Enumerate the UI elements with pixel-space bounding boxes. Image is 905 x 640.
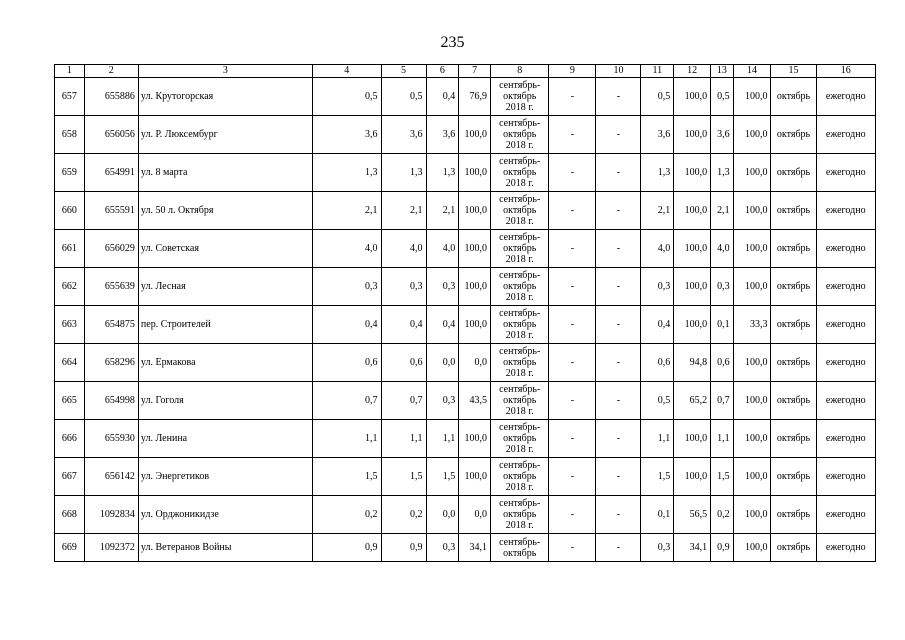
value-col-13-cell: 1,3 xyxy=(711,154,734,192)
column-number-8: 8 xyxy=(491,65,549,78)
dash-col-9-cell: - xyxy=(549,344,596,382)
table-row xyxy=(55,458,876,496)
value-col-11-cell: 2,1 xyxy=(641,192,674,230)
object-id-cell: 655886 xyxy=(84,78,138,116)
percent-col-12-cell: 65,2 xyxy=(674,382,711,420)
period-line: октябрь xyxy=(503,509,537,520)
frequency-cell: ежегодно xyxy=(816,382,876,420)
period-line: 2018 г. xyxy=(505,102,534,113)
dash-col-10-cell: - xyxy=(596,154,641,192)
period-line: 2018 г. xyxy=(505,216,534,227)
street-name-cell: ул. Энергетиков xyxy=(138,458,312,496)
value-col-4-cell: 0,9 xyxy=(312,534,381,562)
period-line: 2018 г. xyxy=(505,406,534,417)
value-col-5-cell: 0,2 xyxy=(381,496,426,534)
percent-col-12-cell: 34,1 xyxy=(674,534,711,562)
percent-col-14-cell: 100,0 xyxy=(733,344,771,382)
period-line: октябрь xyxy=(503,205,537,216)
percent-col-7-cell: 76,9 xyxy=(459,78,491,116)
value-col-6-cell: 1,5 xyxy=(426,458,459,496)
street-name-cell: ул. Орджоникидзе xyxy=(138,496,312,534)
dash-col-10-cell: - xyxy=(596,268,641,306)
dash-col-9-cell: - xyxy=(549,78,596,116)
period-line: сентябрь- xyxy=(499,156,541,167)
value-col-5-cell: 0,9 xyxy=(381,534,426,562)
value-col-13-cell: 0,3 xyxy=(711,268,734,306)
percent-col-7-cell: 100,0 xyxy=(459,458,491,496)
period-line: сентябрь- xyxy=(499,308,541,319)
table-row xyxy=(55,116,876,154)
street-name-cell: ул. Ермакова xyxy=(138,344,312,382)
dash-col-10-cell: - xyxy=(596,534,641,562)
value-col-6-cell: 0,4 xyxy=(426,306,459,344)
table-row xyxy=(55,306,876,344)
month-cell: октябрь xyxy=(771,78,816,116)
period-line: октябрь xyxy=(503,91,537,102)
period-line: октябрь xyxy=(503,167,537,178)
percent-col-14-cell: 100,0 xyxy=(733,496,771,534)
period-cell xyxy=(491,268,549,306)
period-line: 2018 г. xyxy=(505,330,534,341)
column-number-3: 3 xyxy=(138,65,312,78)
object-id-cell: 658296 xyxy=(84,344,138,382)
dash-col-9-cell: - xyxy=(549,116,596,154)
period-line: 2018 г. xyxy=(505,520,534,531)
period-cell xyxy=(491,230,549,268)
column-number-4: 4 xyxy=(312,65,381,78)
period-cell xyxy=(491,154,549,192)
column-number-7: 7 xyxy=(459,65,491,78)
value-col-13-cell: 4,0 xyxy=(711,230,734,268)
period-line: сентябрь- xyxy=(499,232,541,243)
month-cell: октябрь xyxy=(771,534,816,562)
row-number-cell: 657 xyxy=(55,78,85,116)
frequency-cell: ежегодно xyxy=(816,496,876,534)
column-number-13: 13 xyxy=(711,65,734,78)
value-col-11-cell: 1,3 xyxy=(641,154,674,192)
period-line: октябрь xyxy=(503,357,537,368)
object-id-cell: 655591 xyxy=(84,192,138,230)
month-cell: октябрь xyxy=(771,154,816,192)
period-line: 2018 г. xyxy=(505,140,534,151)
percent-col-14-cell: 100,0 xyxy=(733,230,771,268)
period-line: октябрь xyxy=(503,281,537,292)
column-number-16: 16 xyxy=(816,65,876,78)
table-row xyxy=(55,192,876,230)
dash-col-9-cell: - xyxy=(549,268,596,306)
dash-col-10-cell: - xyxy=(596,78,641,116)
street-name-cell: ул. Крутогорская xyxy=(138,78,312,116)
value-col-11-cell: 0,5 xyxy=(641,382,674,420)
month-cell: октябрь xyxy=(771,306,816,344)
object-id-cell: 654998 xyxy=(84,382,138,420)
percent-col-14-cell: 100,0 xyxy=(733,534,771,562)
value-col-13-cell: 0,9 xyxy=(711,534,734,562)
dash-col-10-cell: - xyxy=(596,192,641,230)
frequency-cell: ежегодно xyxy=(816,306,876,344)
dash-col-9-cell: - xyxy=(549,534,596,562)
value-col-4-cell: 1,3 xyxy=(312,154,381,192)
dash-col-10-cell: - xyxy=(596,420,641,458)
value-col-13-cell: 0,7 xyxy=(711,382,734,420)
value-col-5-cell: 1,5 xyxy=(381,458,426,496)
page-number: 235 xyxy=(440,34,465,51)
value-col-5-cell: 1,1 xyxy=(381,420,426,458)
object-id-cell: 654875 xyxy=(84,306,138,344)
dash-col-9-cell: - xyxy=(549,458,596,496)
period-cell xyxy=(491,382,549,420)
dash-col-9-cell: - xyxy=(549,496,596,534)
street-name-cell: пер. Строителей xyxy=(138,306,312,344)
value-col-6-cell: 0,3 xyxy=(426,534,459,562)
value-col-4-cell: 1,1 xyxy=(312,420,381,458)
dash-col-10-cell: - xyxy=(596,306,641,344)
object-id-cell: 655639 xyxy=(84,268,138,306)
period-cell xyxy=(491,78,549,116)
period-cell xyxy=(491,192,549,230)
row-number-cell: 668 xyxy=(55,496,85,534)
period-line: сентябрь- xyxy=(499,384,541,395)
period-cell xyxy=(491,420,549,458)
table-row xyxy=(55,154,876,192)
object-id-cell: 1092372 xyxy=(84,534,138,562)
column-number-5: 5 xyxy=(381,65,426,78)
dash-col-9-cell: - xyxy=(549,306,596,344)
percent-col-14-cell: 100,0 xyxy=(733,116,771,154)
value-col-13-cell: 1,1 xyxy=(711,420,734,458)
row-number-cell: 661 xyxy=(55,230,85,268)
value-col-11-cell: 1,1 xyxy=(641,420,674,458)
table-row xyxy=(55,420,876,458)
period-cell xyxy=(491,534,549,562)
period-cell xyxy=(491,344,549,382)
period-cell xyxy=(491,458,549,496)
value-col-11-cell: 4,0 xyxy=(641,230,674,268)
period-line: сентябрь- xyxy=(499,270,541,281)
value-col-13-cell: 0,5 xyxy=(711,78,734,116)
dash-col-9-cell: - xyxy=(549,154,596,192)
percent-col-12-cell: 56,5 xyxy=(674,496,711,534)
value-col-5-cell: 2,1 xyxy=(381,192,426,230)
percent-col-12-cell: 100,0 xyxy=(674,268,711,306)
value-col-4-cell: 0,7 xyxy=(312,382,381,420)
period-line: сентябрь- xyxy=(499,536,541,548)
period-line: сентябрь- xyxy=(499,460,541,471)
period-line: октябрь xyxy=(503,433,537,444)
percent-col-7-cell: 100,0 xyxy=(459,154,491,192)
percent-col-14-cell: 33,3 xyxy=(733,306,771,344)
value-col-4-cell: 0,6 xyxy=(312,344,381,382)
value-col-6-cell: 0,0 xyxy=(426,496,459,534)
value-col-4-cell: 0,4 xyxy=(312,306,381,344)
dash-col-9-cell: - xyxy=(549,192,596,230)
row-number-cell: 660 xyxy=(55,192,85,230)
dash-col-10-cell: - xyxy=(596,344,641,382)
value-col-11-cell: 1,5 xyxy=(641,458,674,496)
period-line: октябрь xyxy=(503,129,537,140)
period-line: 2018 г. xyxy=(505,482,534,493)
table-row xyxy=(55,534,876,562)
value-col-6-cell: 3,6 xyxy=(426,116,459,154)
object-id-cell: 656029 xyxy=(84,230,138,268)
frequency-cell: ежегодно xyxy=(816,344,876,382)
value-col-11-cell: 0,3 xyxy=(641,268,674,306)
street-name-cell: ул. 50 л. Октября xyxy=(138,192,312,230)
period-line: 2018 г. xyxy=(505,444,534,455)
value-col-11-cell: 0,4 xyxy=(641,306,674,344)
value-col-13-cell: 0,2 xyxy=(711,496,734,534)
percent-col-14-cell: 100,0 xyxy=(733,458,771,496)
street-name-cell: ул. Ленина xyxy=(138,420,312,458)
value-col-11-cell: 0,1 xyxy=(641,496,674,534)
percent-col-12-cell: 100,0 xyxy=(674,116,711,154)
value-col-6-cell: 4,0 xyxy=(426,230,459,268)
month-cell: октябрь xyxy=(771,420,816,458)
value-col-6-cell: 0,4 xyxy=(426,78,459,116)
percent-col-12-cell: 100,0 xyxy=(674,154,711,192)
object-id-cell: 654991 xyxy=(84,154,138,192)
month-cell: октябрь xyxy=(771,116,816,154)
column-number-6: 6 xyxy=(426,65,459,78)
frequency-cell: ежегодно xyxy=(816,78,876,116)
value-col-6-cell: 1,1 xyxy=(426,420,459,458)
value-col-6-cell: 0,0 xyxy=(426,344,459,382)
percent-col-14-cell: 100,0 xyxy=(733,268,771,306)
period-line: 2018 г. xyxy=(505,368,534,379)
period-cell xyxy=(491,496,549,534)
period-line: октябрь xyxy=(503,243,537,254)
period-cell xyxy=(491,116,549,154)
value-col-5-cell: 1,3 xyxy=(381,154,426,192)
value-col-4-cell: 0,5 xyxy=(312,78,381,116)
value-col-11-cell: 3,6 xyxy=(641,116,674,154)
table-row xyxy=(55,344,876,382)
month-cell: октябрь xyxy=(771,382,816,420)
percent-col-7-cell: 34,1 xyxy=(459,534,491,562)
percent-col-7-cell: 43,5 xyxy=(459,382,491,420)
percent-col-12-cell: 94,8 xyxy=(674,344,711,382)
column-number-12: 12 xyxy=(674,65,711,78)
value-col-4-cell: 0,2 xyxy=(312,496,381,534)
percent-col-14-cell: 100,0 xyxy=(733,78,771,116)
percent-col-7-cell: 100,0 xyxy=(459,420,491,458)
period-line: октябрь xyxy=(503,547,537,559)
percent-col-12-cell: 100,0 xyxy=(674,458,711,496)
row-number-cell: 658 xyxy=(55,116,85,154)
value-col-6-cell: 2,1 xyxy=(426,192,459,230)
frequency-cell: ежегодно xyxy=(816,534,876,562)
month-cell: октябрь xyxy=(771,192,816,230)
percent-col-7-cell: 100,0 xyxy=(459,230,491,268)
value-col-4-cell: 4,0 xyxy=(312,230,381,268)
frequency-cell: ежегодно xyxy=(816,230,876,268)
dash-col-9-cell: - xyxy=(549,420,596,458)
period-line: 2018 г. xyxy=(505,178,534,189)
column-number-2: 2 xyxy=(84,65,138,78)
column-number-11: 11 xyxy=(641,65,674,78)
month-cell: октябрь xyxy=(771,268,816,306)
percent-col-12-cell: 100,0 xyxy=(674,78,711,116)
frequency-cell: ежегодно xyxy=(816,116,876,154)
period-line: 2018 г. xyxy=(505,292,534,303)
month-cell: октябрь xyxy=(771,230,816,268)
table-row xyxy=(55,268,876,306)
period-line: октябрь xyxy=(503,319,537,330)
month-cell: октябрь xyxy=(771,344,816,382)
street-name-cell: ул. Советская xyxy=(138,230,312,268)
dash-col-10-cell: - xyxy=(596,382,641,420)
period-line: 2018 г. xyxy=(505,254,534,265)
value-col-5-cell: 0,7 xyxy=(381,382,426,420)
percent-col-12-cell: 100,0 xyxy=(674,192,711,230)
percent-col-12-cell: 100,0 xyxy=(674,306,711,344)
period-line: сентябрь- xyxy=(499,194,541,205)
column-number-9: 9 xyxy=(549,65,596,78)
street-name-cell: ул. Лесная xyxy=(138,268,312,306)
value-col-13-cell: 0,6 xyxy=(711,344,734,382)
value-col-5-cell: 3,6 xyxy=(381,116,426,154)
value-col-6-cell: 1,3 xyxy=(426,154,459,192)
period-line: сентябрь- xyxy=(499,80,541,91)
column-number-row xyxy=(55,65,876,78)
object-id-cell: 656142 xyxy=(84,458,138,496)
row-number-cell: 664 xyxy=(55,344,85,382)
value-col-5-cell: 0,6 xyxy=(381,344,426,382)
percent-col-12-cell: 100,0 xyxy=(674,230,711,268)
row-number-cell: 662 xyxy=(55,268,85,306)
value-col-13-cell: 1,5 xyxy=(711,458,734,496)
value-col-4-cell: 2,1 xyxy=(312,192,381,230)
table-row xyxy=(55,496,876,534)
percent-col-7-cell: 100,0 xyxy=(459,306,491,344)
object-id-cell: 1092834 xyxy=(84,496,138,534)
period-line: сентябрь- xyxy=(499,422,541,433)
value-col-13-cell: 3,6 xyxy=(711,116,734,154)
dash-col-10-cell: - xyxy=(596,458,641,496)
value-col-5-cell: 0,3 xyxy=(381,268,426,306)
table-row xyxy=(55,382,876,420)
month-cell: октябрь xyxy=(771,496,816,534)
object-id-cell: 655930 xyxy=(84,420,138,458)
value-col-4-cell: 0,3 xyxy=(312,268,381,306)
percent-col-14-cell: 100,0 xyxy=(733,192,771,230)
percent-col-7-cell: 100,0 xyxy=(459,268,491,306)
column-number-10: 10 xyxy=(596,65,641,78)
dash-col-10-cell: - xyxy=(596,496,641,534)
row-number-cell: 665 xyxy=(55,382,85,420)
value-col-6-cell: 0,3 xyxy=(426,382,459,420)
period-line: сентябрь- xyxy=(499,118,541,129)
table-row xyxy=(55,230,876,268)
data-table xyxy=(54,64,876,562)
value-col-4-cell: 1,5 xyxy=(312,458,381,496)
row-number-cell: 669 xyxy=(55,534,85,562)
street-name-cell: ул. Гоголя xyxy=(138,382,312,420)
frequency-cell: ежегодно xyxy=(816,154,876,192)
value-col-13-cell: 2,1 xyxy=(711,192,734,230)
dash-col-10-cell: - xyxy=(596,116,641,154)
value-col-4-cell: 3,6 xyxy=(312,116,381,154)
row-number-cell: 666 xyxy=(55,420,85,458)
period-line: октябрь xyxy=(503,395,537,406)
percent-col-12-cell: 100,0 xyxy=(674,420,711,458)
frequency-cell: ежегодно xyxy=(816,420,876,458)
value-col-5-cell: 4,0 xyxy=(381,230,426,268)
month-cell: октябрь xyxy=(771,458,816,496)
row-number-cell: 667 xyxy=(55,458,85,496)
dash-col-10-cell: - xyxy=(596,230,641,268)
percent-col-7-cell: 100,0 xyxy=(459,192,491,230)
percent-col-7-cell: 0,0 xyxy=(459,344,491,382)
dash-col-9-cell: - xyxy=(549,382,596,420)
value-col-13-cell: 0,1 xyxy=(711,306,734,344)
value-col-5-cell: 0,5 xyxy=(381,78,426,116)
value-col-11-cell: 0,5 xyxy=(641,78,674,116)
frequency-cell: ежегодно xyxy=(816,268,876,306)
percent-col-14-cell: 100,0 xyxy=(733,420,771,458)
percent-col-7-cell: 100,0 xyxy=(459,116,491,154)
frequency-cell: ежегодно xyxy=(816,192,876,230)
column-number-14: 14 xyxy=(733,65,771,78)
value-col-11-cell: 0,3 xyxy=(641,534,674,562)
street-name-cell: ул. 8 марта xyxy=(138,154,312,192)
percent-col-14-cell: 100,0 xyxy=(733,382,771,420)
column-number-1: 1 xyxy=(55,65,85,78)
street-name-cell: ул. Р. Люксембург xyxy=(138,116,312,154)
value-col-5-cell: 0,4 xyxy=(381,306,426,344)
street-name-cell: ул. Ветеранов Войны xyxy=(138,534,312,562)
percent-col-14-cell: 100,0 xyxy=(733,154,771,192)
frequency-cell: ежегодно xyxy=(816,458,876,496)
column-number-15: 15 xyxy=(771,65,816,78)
value-col-6-cell: 0,3 xyxy=(426,268,459,306)
period-line: сентябрь- xyxy=(499,498,541,509)
value-col-11-cell: 0,6 xyxy=(641,344,674,382)
object-id-cell: 656056 xyxy=(84,116,138,154)
period-line: сентябрь- xyxy=(499,346,541,357)
period-cell xyxy=(491,306,549,344)
row-number-cell: 659 xyxy=(55,154,85,192)
row-number-cell: 663 xyxy=(55,306,85,344)
dash-col-9-cell: - xyxy=(549,230,596,268)
table-row xyxy=(55,78,876,116)
period-line: октябрь xyxy=(503,471,537,482)
percent-col-7-cell: 0,0 xyxy=(459,496,491,534)
